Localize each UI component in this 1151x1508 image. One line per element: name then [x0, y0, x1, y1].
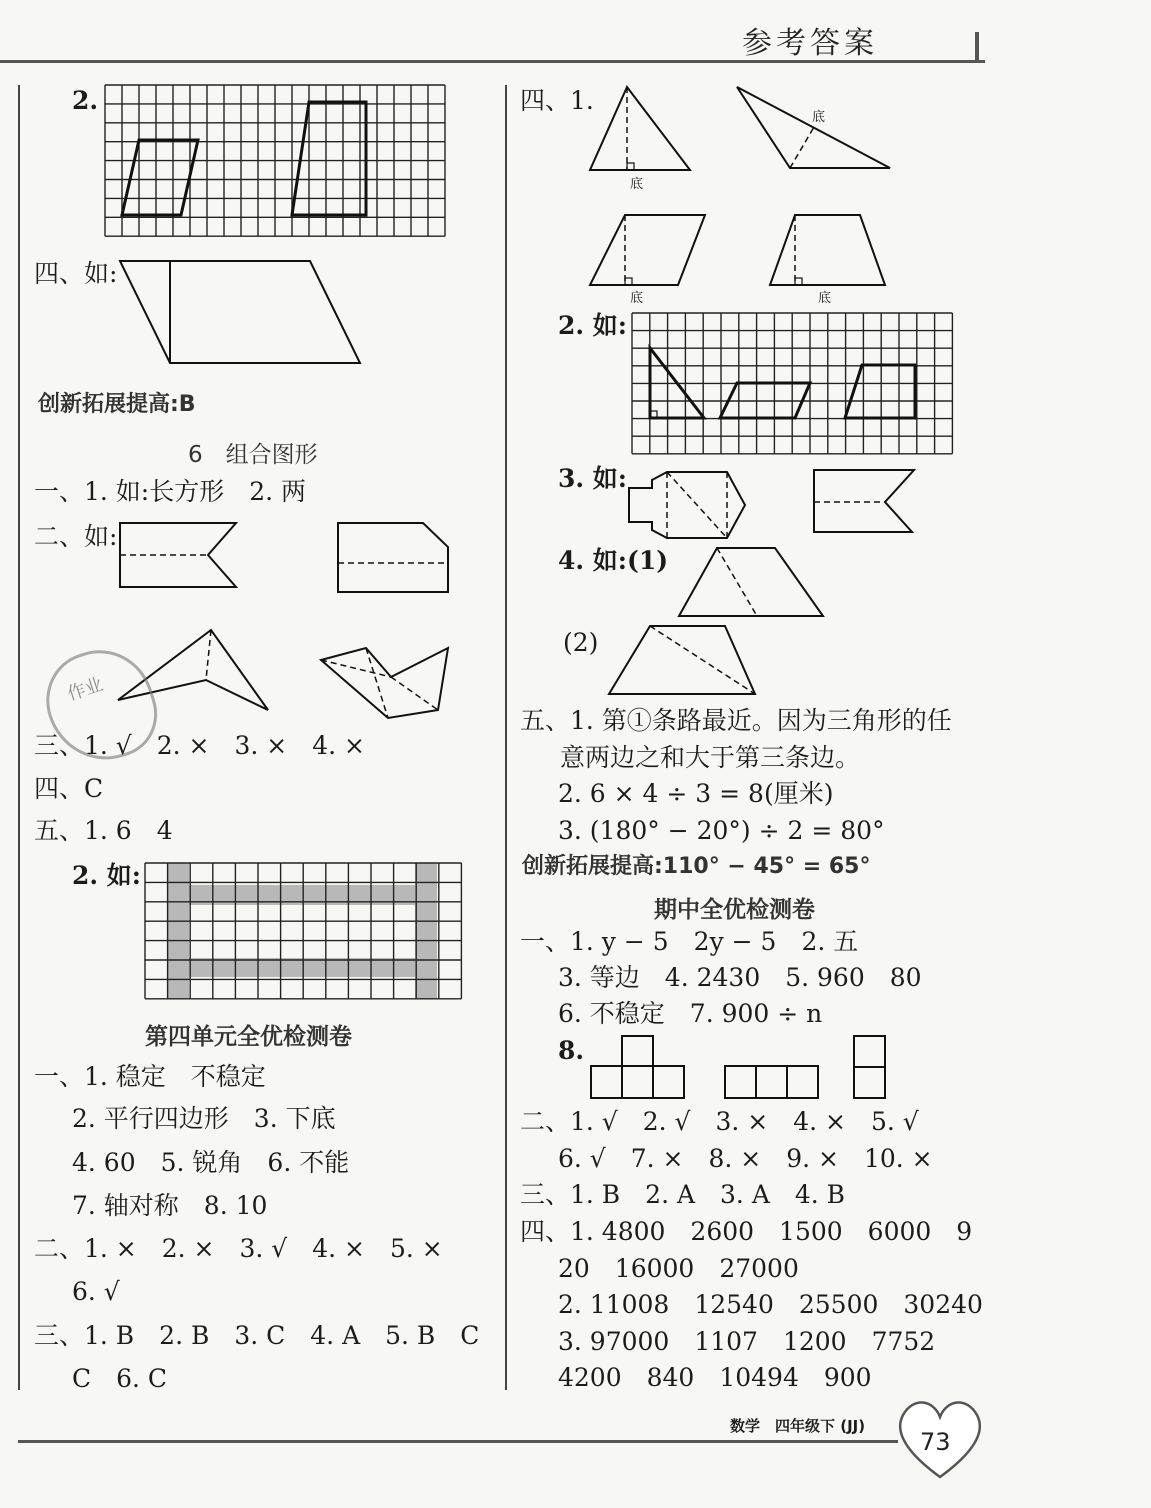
left-a4: 7. 轴对称 8. 10 [72, 1191, 268, 1220]
right-w2: 2. 6 × 4 ÷ 3 = 8(厘米) [558, 779, 834, 808]
right-q2-label: 2. 如: [558, 311, 628, 340]
left-innovation: 创新拓展提高:B [38, 392, 196, 417]
right-n1: 二、1. √ 2. √ 3. × 4. × 5. √ [520, 1107, 919, 1136]
left-b1: 二、1. × 2. × 3. √ 4. × 5. × [34, 1234, 443, 1263]
right-n2: 6. √ 7. × 8. × 9. × 10. × [558, 1144, 933, 1173]
column-divider-left [18, 85, 20, 1390]
right-p3: 2. 11008 12540 25500 30240 [558, 1290, 983, 1319]
left-c2: C 6. C [72, 1364, 168, 1393]
right-grid-figures [632, 313, 954, 455]
right-q3-figures [627, 468, 917, 543]
right-w1: 五、1. 第①条路最近。因为三角形的任 [520, 706, 952, 735]
right-heights-figures [585, 85, 905, 300]
right-q3-label: 3. 如: [558, 464, 628, 493]
right-p2: 20 16000 27000 [558, 1254, 799, 1283]
right-p4: 3. 97000 1107 1200 7752 [558, 1327, 936, 1356]
footer-subject: 数学 [730, 1417, 761, 1435]
footer-rule [18, 1440, 898, 1443]
left-si-label: 四、如: [34, 259, 118, 288]
page-number: 73 [920, 1428, 951, 1456]
right-w3: 3. (180° − 20°) ÷ 2 = 80° [558, 816, 885, 845]
base-label-2: 底 [812, 110, 826, 125]
header-rule-end [975, 32, 979, 62]
right-p1: 四、1. 4800 2600 1500 6000 9 [520, 1217, 973, 1246]
left-san: 三、1. √ 2. × 3. × 4. × [34, 731, 365, 760]
left-unit4-title: 第四单元全优检测卷 [145, 1024, 352, 1050]
right-q4b-label: (2) [563, 628, 599, 657]
left-section-6-title: 6 组合图形 [188, 442, 318, 468]
right-q4-figures [605, 546, 835, 696]
base-label-1: 底 [630, 177, 644, 192]
right-o1: 三、1. B 2. A 3. A 4. B [520, 1180, 846, 1209]
base-label-3: 底 [630, 291, 644, 306]
base-label-4: 底 [818, 291, 832, 306]
left-b2: 6. √ [72, 1277, 120, 1306]
left-wu1: 五、1. 6 4 [34, 816, 173, 845]
left-a3: 4. 60 5. 锐角 6. 不能 [72, 1148, 350, 1177]
right-innovation: 创新拓展提高:110° − 45° = 65° [522, 854, 871, 879]
left-wu2-label: 2. 如: [72, 861, 142, 890]
right-m2: 3. 等边 4. 2430 5. 960 80 [558, 963, 922, 992]
left-a2: 2. 平行四边形 3. 下底 [72, 1104, 336, 1133]
left-combined-figures [118, 520, 458, 760]
column-divider-mid [505, 85, 507, 1390]
right-w1b: 意两边之和大于第三条边。 [560, 743, 861, 772]
right-m1: 一、1. y − 5 2y − 5 2. 五 [520, 927, 859, 956]
left-er: 二、如: [34, 522, 118, 551]
right-p5: 4200 840 10494 900 [558, 1363, 872, 1392]
right-si1: 四、1. [520, 86, 594, 115]
left-a1: 一、1. 稳定 不稳定 [34, 1062, 266, 1091]
right-m3: 6. 不稳定 7. 900 ÷ n [558, 999, 823, 1028]
right-q4-label: 4. 如:(1) [558, 546, 669, 575]
left-grid-parallelograms [105, 85, 445, 237]
left-c1: 三、1. B 2. B 3. C 4. A 5. B C [34, 1321, 480, 1350]
right-midterm-title: 期中全优检测卷 [654, 897, 815, 923]
left-shaded-grid [145, 863, 463, 1001]
stamp-text: 作业 [64, 674, 106, 706]
left-parallelogram-figure [115, 258, 365, 368]
left-si2: 四、C [34, 774, 104, 803]
left-yi: 一、1. 如:长方形 2. 两 [34, 477, 307, 506]
right-m4-label: 8. [558, 1036, 585, 1065]
header-title: 参考答案 [742, 26, 878, 61]
right-views-figures [590, 1036, 890, 1104]
footer-grade: 四年级下 (JJ) [775, 1417, 866, 1435]
left-q2-label: 2. [72, 86, 99, 115]
